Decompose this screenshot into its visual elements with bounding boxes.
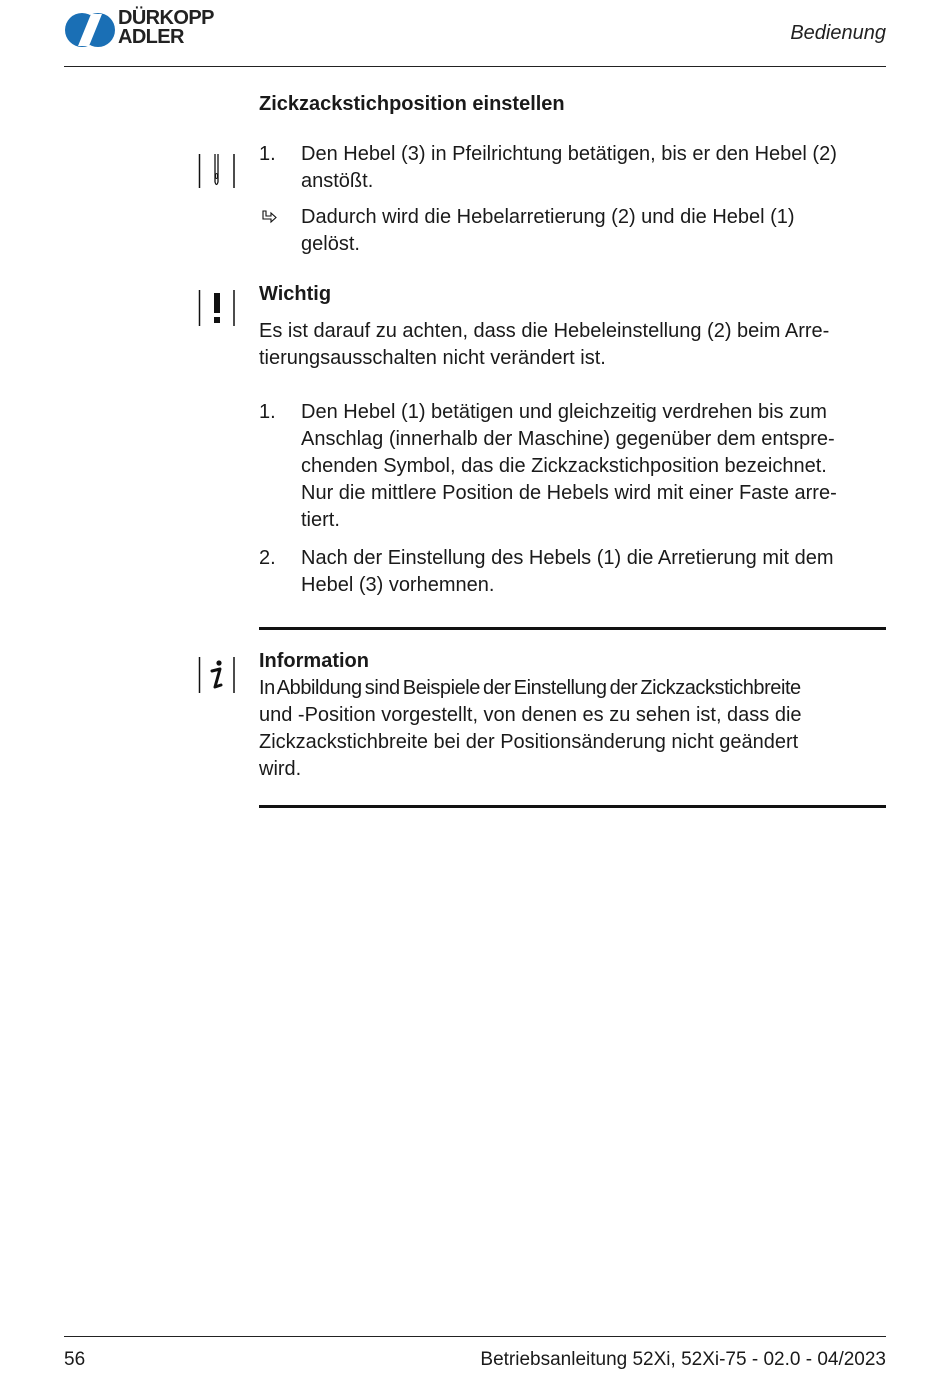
brand-line-1: DÜRKOPP (118, 7, 214, 29)
step-text-line: anstößt. (301, 170, 374, 192)
company-logo (64, 9, 234, 49)
brand-name (118, 9, 214, 47)
duerkopp-adler-logo-icon (64, 12, 116, 48)
info-text-line: wird. (259, 758, 302, 780)
step-number: 2. (259, 547, 276, 569)
step-text-line: Den Hebel (1) betätigen und gleichzeitig verdrehen bis zum (301, 401, 827, 423)
warning-text-line: tierungsausschalten nicht verändert ist. (259, 347, 606, 369)
footer-divider (64, 1336, 886, 1337)
step-text (301, 399, 891, 534)
info-box (259, 648, 891, 783)
step-number: 1. (259, 143, 276, 165)
brand-line-2: ADLER (118, 26, 184, 48)
step-text (301, 141, 891, 195)
step-text (301, 545, 891, 599)
step-text-line: chenden Symbol, das die Zickzackstichposition bezeichnet. (301, 455, 827, 477)
result-text-line: Dadurch wird die Hebelarretierung (2) und die Hebel (1) (301, 206, 795, 228)
step-text-line: Nach der Einstellung des Hebels (1) die Arretierung mit dem (301, 547, 834, 569)
step-text-line: tiert. (301, 509, 340, 531)
step-number: 1. (259, 401, 276, 423)
warning-text-line: Es ist darauf zu achten, dass die Hebeleinstellung (2) beim Arre- (259, 320, 830, 342)
info-top-divider (259, 627, 886, 630)
result-arrow-icon (261, 210, 277, 226)
section-title: Bedienung (790, 22, 886, 44)
step-text-line: Hebel (3) vorhemnen. (301, 574, 495, 596)
section-heading: Zickzackstichposition einstellen (259, 93, 565, 115)
warning-title: Wichtig (259, 283, 332, 305)
exclamation-icon (198, 290, 236, 326)
step-text-line: Anschlag (innerhalb der Maschine) gegenüber dem entspre- (301, 428, 835, 450)
result-text-line: gelöst. (301, 233, 360, 255)
needle-icon (198, 154, 236, 188)
warning-text (259, 318, 891, 372)
page-number: 56 (64, 1349, 86, 1370)
header-divider (64, 66, 886, 67)
step-text-line: Den Hebel (3) in Pfeilrichtung betätigen, bis er den Hebel (2) (301, 143, 837, 165)
step-text-line: Nur die mittlere Position de Hebels wird mit einer Faste arre- (301, 482, 837, 504)
info-text-line: In Abbildung sind Beispiele der Einstellung der Zickzackstichbreite (259, 677, 801, 699)
info-icon (198, 657, 236, 693)
document-info: Betriebsanleitung 52Xi, 52Xi-75 - 02.0 - 04/2023 (480, 1349, 886, 1370)
info-bottom-divider (259, 805, 886, 808)
info-title: Information (259, 650, 369, 672)
info-text-line: Zickzackstichbreite bei der Positionsänderung nicht geändert (259, 731, 799, 753)
result-text (301, 204, 891, 258)
info-text-line: und -Position vorgestellt, von denen es zu sehen ist, dass die (259, 704, 802, 726)
warning-box (259, 281, 891, 308)
